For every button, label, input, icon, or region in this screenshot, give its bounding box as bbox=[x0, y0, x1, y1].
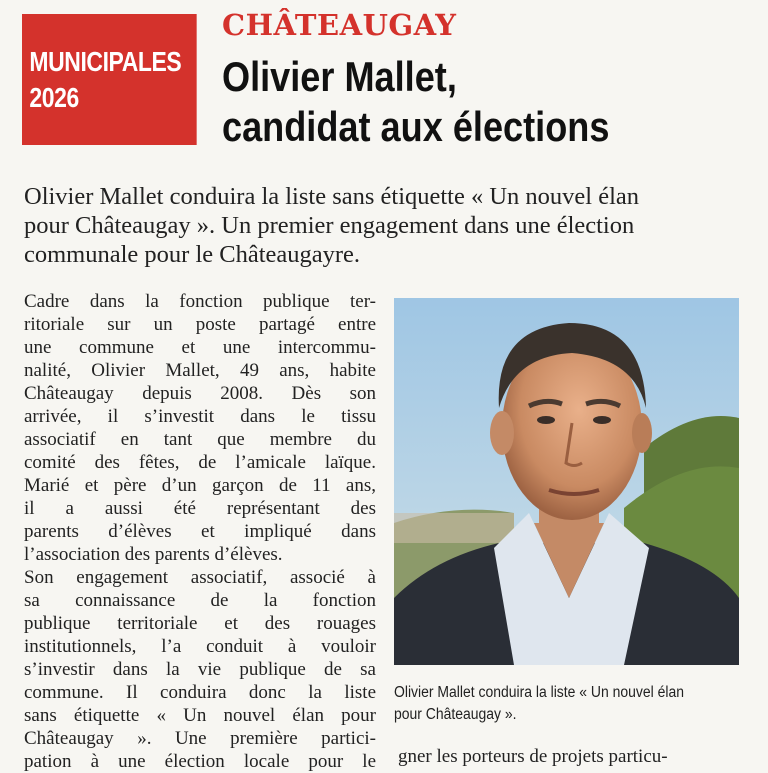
body-line: ritoriale sur un poste partagé entre bbox=[24, 314, 376, 335]
body-line: l’association des parents d’élèves. bbox=[24, 544, 283, 565]
section-badge bbox=[22, 14, 197, 145]
body-line: une commune et une intercommu- bbox=[24, 337, 376, 358]
body-line: associatif en tant que membre du bbox=[24, 429, 376, 450]
lede-line: communale pour le Châteaugayre. bbox=[24, 241, 361, 268]
body-line: sans étiquette « Un nouvel élan pour bbox=[24, 705, 376, 726]
body-line: Marié et père d’un garçon de 11 ans, bbox=[24, 475, 376, 496]
badge-line-2: 2026 bbox=[29, 82, 79, 113]
body-line: arrivée, il s’investit dans le tissu bbox=[24, 406, 376, 427]
badge-line-1: MUNICIPALES bbox=[29, 46, 182, 77]
lede-line: Olivier Mallet conduira la liste sans étiquette « Un nouvel élan bbox=[24, 183, 640, 210]
body-line: publique territoriale et des rouages bbox=[24, 613, 376, 634]
body-line: il a aussi été représentant des bbox=[24, 498, 376, 519]
article-headline bbox=[222, 52, 669, 152]
body-line: nalité, Olivier Mallet, 49 ans, habite bbox=[24, 360, 376, 381]
lede-line: pour Châteaugay ». Un premier engagement dans une élection bbox=[24, 212, 635, 239]
headline-line-2: candidat aux élections bbox=[222, 103, 610, 150]
body-line: sa connaissance de la fonction bbox=[24, 590, 376, 611]
body-line: s’investir dans la vie publique de sa bbox=[24, 659, 376, 680]
body-line: pation à une élection locale pour le bbox=[24, 751, 376, 772]
body-line: commune. Il conduira donc la liste bbox=[24, 682, 376, 703]
caption-line: pour Châteaugay ». bbox=[394, 706, 517, 723]
article-lede bbox=[24, 182, 744, 269]
caption-line: Olivier Mallet conduira la liste « Un nouvel élan bbox=[394, 684, 684, 701]
photo-caption bbox=[394, 682, 718, 726]
candidate-photo bbox=[394, 298, 739, 665]
body-line: Son engagement associatif, associé à bbox=[24, 567, 376, 588]
headline-line-1: Olivier Mallet, bbox=[222, 53, 457, 100]
body-line: Cadre dans la fonction publique ter- bbox=[24, 291, 376, 312]
portrait-illustration bbox=[394, 298, 739, 665]
body-column-2: gner les porteurs de projets particu- bbox=[398, 746, 668, 767]
body-line: parents d’élèves et impliqué dans bbox=[24, 521, 376, 542]
location-kicker: CHÂTEAUGAY bbox=[222, 8, 457, 42]
body-line: comité des fêtes, de l’amicale laïque. bbox=[24, 452, 376, 473]
body-line: Châteaugay depuis 2008. Dès son bbox=[24, 383, 376, 404]
body-line: Châteaugay ». Une première partici- bbox=[24, 728, 376, 749]
body-column-1 bbox=[24, 290, 376, 773]
body-line: institutionnels, l’a conduit à vouloir bbox=[24, 636, 376, 657]
